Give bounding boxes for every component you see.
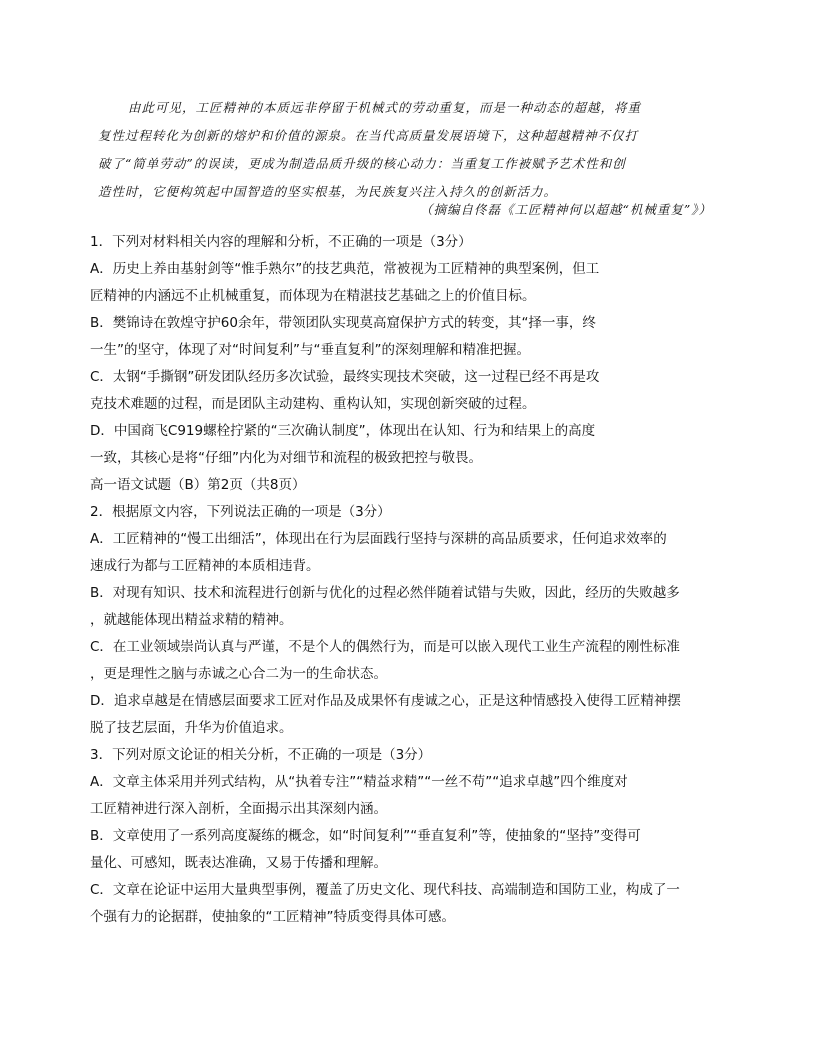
question-2-option-d: D．追求卓越是在情感层面要求工匠对作品及成果怀有虔诚之心，正是这种情感投入使得工匠精神摆	[90, 693, 681, 709]
page-footer: 高一语文试题（B）第2页（共8页）	[90, 477, 306, 493]
passage-line: 造性时，它便构筑起中国智造的坚实根基，为民族复兴注入持久的创新活力。	[98, 184, 558, 199]
question-1-option-c-cont: 克技术难题的过程，而是团队主动建构、重构认知，实现创新突破的过程。	[90, 396, 536, 412]
question-3-option-a: A．文章主体采用并列式结构，从“执着专注”“精益求精”“一丝不苟”“追求卓越”四个维度对	[90, 774, 628, 790]
question-3-option-a-cont: 工匠精神进行深入剖析，全面揭示出其深刻内涵。	[90, 801, 387, 817]
question-3-option-c: C．文章在论证中运用大量典型事例，覆盖了历史文化、现代科技、高端制造和国防工业，构成了一	[90, 882, 680, 898]
question-3-option-b-cont: 量化、可感知，既表达准确，又易于传播和理解。	[90, 855, 387, 871]
passage-line: 由此可见，工匠精神的本质远非停留于机械式的劳动重复，而是一种动态的超越，将重	[128, 100, 642, 115]
question-2-option-b: B．对现有知识、技术和流程进行创新与优化的过程必然伴随着试错与失败，因此，经历的失败越多	[90, 585, 680, 601]
passage-line: 破了“简单劳动”的误读，更成为制造品质升级的核心动力：当重复工作被赋予艺术性和创	[98, 156, 626, 171]
question-3-option-b: B．文章使用了一系列高度凝练的概念，如“时间复利”“垂直复利”等，使抽象的“坚持”变得可	[90, 828, 641, 844]
question-2-option-a: A．工匠精神的“慢工出细活”，体现出在行为层面践行坚持与深耕的高品质要求，任何追求效率的	[90, 531, 667, 547]
question-2-stem: 2．根据原文内容，下列说法正确的一项是（3分）	[90, 504, 391, 520]
question-1-stem: 1．下列对材料相关内容的理解和分析，不正确的一项是（3分）	[90, 234, 472, 250]
question-3-stem: 3．下列对原文论证的相关分析，不正确的一项是（3分）	[90, 747, 432, 763]
question-1-option-a-cont: 匠精神的内涵远不止机械重复，而体现为在精湛技艺基础之上的价值目标。	[90, 288, 536, 304]
passage-line: 复性过程转化为创新的熔炉和价值的源泉。在当代高质量发展语境下，这种超越精神不仅打	[98, 128, 639, 143]
question-2-option-c: C．在工业领域崇尚认真与严谨，不是个人的偶然行为，而是可以嵌入现代工业生产流程的刚性标准	[90, 639, 680, 655]
question-1-option-d: D．中国商飞C919螺栓拧紧的“三次确认制度”，体现出在认知、行为和结果上的高度	[90, 423, 596, 439]
question-2-option-c-cont: ，更是理性之脑与赤诚之心合二为一的生命状态。	[90, 666, 387, 682]
question-3-option-c-cont: 个强有力的论据群，使抽象的“工匠精神”特质变得具体可感。	[90, 909, 455, 925]
passage-source: （摘编自佟磊《工匠精神何以超越“机械重复”》）	[419, 202, 712, 217]
question-2-option-b-cont: ，就越能体现出精益求精的精神。	[90, 612, 293, 628]
question-section	[90, 229, 730, 931]
question-1-option-b: B．樊锦诗在敦煌守护60余年，带领团队实现莫高窟保护方式的转变，其“择一事，终	[90, 315, 596, 331]
question-2-option-d-cont: 脱了技艺层面，升华为价值追求。	[90, 720, 293, 736]
question-1-option-c: C．太钢“手撕钢”研发团队经历多次试验，最终实现技术突破，这一过程已经不再是攻	[90, 369, 600, 385]
question-1-option-a: A．历史上养由基射剑等“惟手熟尔”的技艺典范，常被视为工匠精神的典型案例，但工	[90, 261, 600, 277]
question-1-option-d-cont: 一致，其核心是将“仔细”内化为对细节和流程的极致把控与敬畏。	[90, 450, 482, 466]
question-2-option-a-cont: 速成行为都与工匠精神的本质相违背。	[90, 558, 320, 574]
question-1-option-b-cont: 一生”的坚守，体现了对“时间复利”与“垂直复利”的深刻理解和精准把握。	[90, 342, 530, 358]
passage-excerpt	[90, 94, 722, 206]
